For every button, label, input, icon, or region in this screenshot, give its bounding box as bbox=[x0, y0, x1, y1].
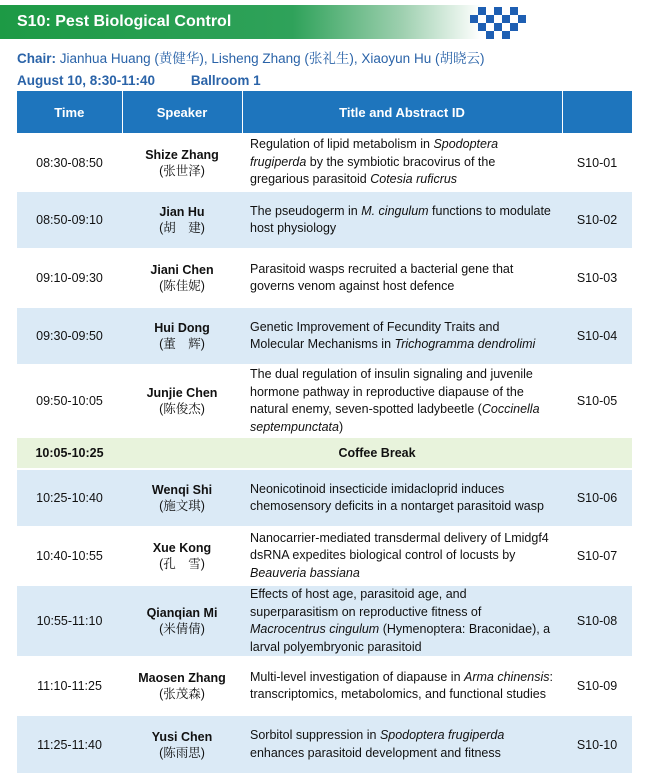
talk-title: Genetic Improvement of Fecundity Traits and Molecular Mechanisms in Trichogramma dendrolimi bbox=[242, 307, 562, 365]
talk-time: 08:50-09:10 bbox=[17, 191, 122, 249]
speaker-chinese-name: (孔 雪) bbox=[159, 557, 205, 571]
session-date-time: August 10, 8:30-11:40 bbox=[17, 73, 156, 88]
talk-title: Nanocarrier-mediated transdermal delivery of Lmidgf4 dsRNA expedites biological control of locusts by Beauveria bassiana bbox=[242, 527, 562, 585]
speaker-cell bbox=[122, 307, 242, 365]
speaker-name: Shize Zhang bbox=[145, 147, 219, 162]
checker-logo-icon bbox=[466, 7, 526, 39]
abstract-id: S10-01 bbox=[562, 134, 632, 191]
speaker-name: Junjie Chen bbox=[146, 386, 218, 400]
table-row bbox=[17, 365, 632, 437]
break-label: Coffee Break bbox=[122, 437, 632, 469]
abstract-id: S10-05 bbox=[562, 365, 632, 437]
talk-time: 08:30-08:50 bbox=[17, 134, 122, 191]
speaker-chinese-name: (张世泽) bbox=[159, 163, 205, 178]
speaker-cell bbox=[122, 585, 242, 657]
date-room-line bbox=[17, 73, 261, 88]
header-id bbox=[562, 91, 632, 134]
talk-title: Regulation of lipid metabolism in Spodoptera frugiperda by the symbiotic bracovirus of the gregarious parasitoid Cotesia ruficrus bbox=[242, 134, 562, 191]
talk-time: 11:10-11:25 bbox=[17, 657, 122, 715]
speaker-chinese-name: (陈佳妮) bbox=[159, 279, 205, 293]
talk-time: 09:10-09:30 bbox=[17, 249, 122, 307]
table-row bbox=[17, 527, 632, 585]
table-row bbox=[17, 134, 632, 191]
speaker-cell bbox=[122, 527, 242, 585]
abstract-id: S10-02 bbox=[562, 191, 632, 249]
talk-title: Sorbitol suppression in Spodoptera frugiperda enhances parasitoid development and fitness bbox=[242, 715, 562, 773]
speaker-chinese-name: (施文琪) bbox=[159, 499, 205, 513]
abstract-id: S10-06 bbox=[562, 469, 632, 527]
speaker-chinese-name: (张茂森) bbox=[159, 687, 205, 701]
speaker-cell bbox=[122, 365, 242, 437]
abstract-id: S10-07 bbox=[562, 527, 632, 585]
speaker-name: Yusi Chen bbox=[151, 729, 213, 744]
speaker-chinese-name: (胡 建) bbox=[159, 221, 205, 235]
session-banner bbox=[0, 5, 650, 39]
header-title: Title and Abstract ID bbox=[242, 91, 562, 134]
speaker-name: Hui Dong bbox=[154, 321, 210, 335]
header-time: Time bbox=[17, 91, 122, 134]
speaker-chinese-name: (陈雨思) bbox=[159, 745, 205, 760]
table-row bbox=[17, 585, 632, 657]
table-header-row bbox=[17, 91, 632, 134]
chair-names: Jianhua Huang (黄健华), Lisheng Zhang (张礼生), Xiaoyun Hu (胡晓云) bbox=[59, 51, 485, 66]
talk-time: 09:50-10:05 bbox=[17, 365, 122, 437]
table-row bbox=[17, 715, 632, 773]
talk-title: The dual regulation of insulin signaling and juvenile hormone pathway in reproductive diapause of the natural enemy, seven-spotted ladybeetle (Coccinella septempunctata) bbox=[242, 365, 562, 437]
break-time: 10:05-10:25 bbox=[17, 437, 122, 469]
abstract-id: S10-10 bbox=[562, 715, 632, 773]
talk-time: 10:40-10:55 bbox=[17, 527, 122, 585]
talk-time: 10:55-11:10 bbox=[17, 585, 122, 657]
header-speaker: Speaker bbox=[122, 91, 242, 134]
table-row bbox=[17, 469, 632, 527]
speaker-name: Maosen Zhang bbox=[138, 671, 226, 685]
session-title: S10: Pest Biological Control bbox=[17, 13, 232, 30]
abstract-id: S10-08 bbox=[562, 585, 632, 657]
table-row bbox=[17, 307, 632, 365]
speaker-cell bbox=[122, 134, 242, 191]
speaker-cell bbox=[122, 657, 242, 715]
speaker-chinese-name: (米倩倩) bbox=[159, 622, 205, 636]
speaker-cell bbox=[122, 715, 242, 773]
coffee-break-row bbox=[17, 437, 632, 469]
table-row bbox=[17, 191, 632, 249]
abstract-id: S10-04 bbox=[562, 307, 632, 365]
table-row bbox=[17, 657, 632, 715]
speaker-cell bbox=[122, 191, 242, 249]
speaker-name: Wenqi Shi bbox=[151, 483, 213, 497]
talk-title: Neonicotinoid insecticide imidacloprid induces chemosensory deficits in a nontarget parasitoid wasp bbox=[242, 469, 562, 527]
speaker-name: Jiani Chen bbox=[150, 263, 214, 277]
chair-label: Chair: bbox=[17, 51, 57, 66]
chair-line bbox=[17, 47, 484, 67]
abstract-id: S10-03 bbox=[562, 249, 632, 307]
speaker-chinese-name: (陈俊杰) bbox=[159, 402, 205, 416]
talk-time: 10:25-10:40 bbox=[17, 469, 122, 527]
speaker-chinese-name: (董 辉) bbox=[159, 337, 205, 351]
schedule-table bbox=[17, 91, 632, 773]
speaker-cell bbox=[122, 249, 242, 307]
speaker-name: Qianqian Mi bbox=[146, 606, 218, 620]
session-room: Ballroom 1 bbox=[190, 73, 261, 88]
talk-time: 09:30-09:50 bbox=[17, 307, 122, 365]
abstract-id: S10-09 bbox=[562, 657, 632, 715]
talk-time: 11:25-11:40 bbox=[17, 715, 122, 773]
speaker-name: Jian Hu bbox=[159, 205, 205, 219]
talk-title: The pseudogerm in M. cingulum functions to modulate host physiology bbox=[242, 191, 562, 249]
speaker-cell bbox=[122, 469, 242, 527]
talk-title: Parasitoid wasps recruited a bacterial gene that governs venom against host defence bbox=[242, 249, 562, 307]
speaker-name: Xue Kong bbox=[152, 541, 212, 555]
talk-title: Multi-level investigation of diapause in Arma chinensis: transcriptomics, metabolomics, and functional studies bbox=[242, 657, 562, 715]
table-row bbox=[17, 249, 632, 307]
talk-title: Effects of host age, parasitoid age, and superparasitism on reproductive fitness of Macrocentrus cingulum (Hymenoptera: Braconidae), a larval polyembryonic parasitoid bbox=[242, 585, 562, 657]
